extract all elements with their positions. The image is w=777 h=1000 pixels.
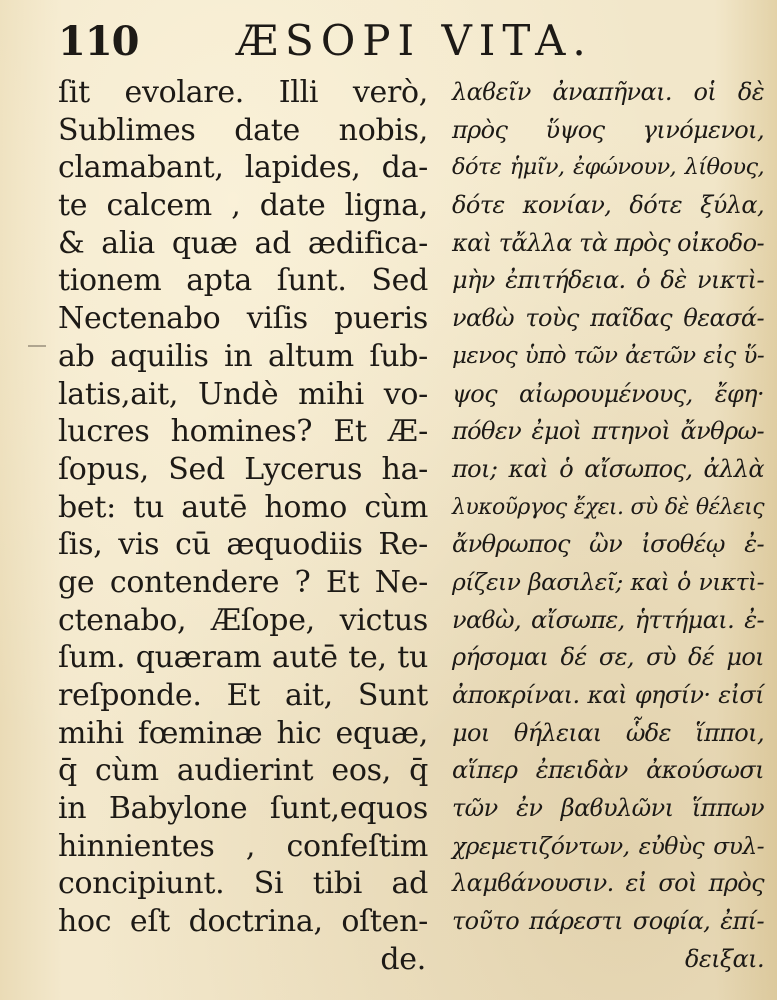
greek-line: μοι θήλειαι ὧδε ἵπποι, — [452, 718, 764, 747]
latin-line: ſum. quæram autē te, tu — [58, 640, 428, 676]
latin-line: ſis, vis cū æquodiis Re- — [58, 527, 428, 563]
latin-line: te calcem , date ligna, — [58, 188, 428, 224]
latin-line: Sublimes date nobis, — [58, 112, 428, 148]
greek-line: δειξαι. — [684, 944, 764, 973]
greek-line: λυκοῦργος ἔχει. σὺ δὲ θέλεις — [452, 494, 764, 520]
greek-line: ἄνθρωπος ὢν ἰσοθέῳ ἐ- — [452, 530, 764, 559]
page-number: 110 — [58, 18, 139, 65]
latin-line: ctenabo, Æſope, victus — [58, 602, 428, 638]
latin-line: tionem apta ſunt. Sed — [58, 263, 428, 299]
greek-line: δότε ἡμῖν, ἐφώνουν, λίθους, — [452, 154, 764, 181]
greek-line: μὴν ἐπιτήδεια. ὁ δὲ νικτὶ- — [452, 266, 764, 295]
latin-line: ge contendere ? Et Ne- — [58, 564, 428, 600]
greek-line: ἀποκρίναι. καὶ φησίν· εἰσί — [452, 681, 764, 709]
greek-line: αἵπερ ἐπειδὰν ἀκούσωσι — [452, 756, 764, 785]
greek-line: μενος ὑπὸ τῶν ἀετῶν εἰς ὕ- — [452, 342, 764, 369]
latin-line: & alia quæ ad ædifica- — [58, 225, 428, 261]
greek-line: λαϐεῖν ἀναπῆναι. οἱ δὲ — [452, 78, 764, 106]
greek-line: λαμϐάνουσιν. εἰ σοὶ πρὸς — [452, 869, 764, 898]
margin-mark — [28, 345, 46, 347]
greek-line: πρὸς ὕψος γινόμενοι, — [452, 115, 764, 144]
latin-line: clamabant, lapides, da- — [58, 150, 428, 186]
running-head: ÆSOPI VITA. — [236, 16, 593, 65]
latin-line: q̄ cùm audierint eos, q̄ — [58, 753, 428, 789]
latin-line: in Babylone ſunt,equos — [58, 791, 428, 827]
latin-line: ſopus, Sed Lycerus ha- — [58, 451, 428, 487]
greek-line: ναϐὼ τοὺς παῖδας θεασά- — [452, 304, 764, 333]
greek-text-column — [452, 74, 764, 979]
greek-line: πόθεν ἐμοὶ πτηνοὶ ἄνθρω- — [452, 417, 764, 446]
greek-line: ρήσομαι δέ σε, σὺ δέ μοι — [452, 643, 764, 672]
latin-line: de. — [380, 941, 426, 977]
greek-line: ποι; καὶ ὁ αἴσωπος, ἀλλὰ — [452, 454, 764, 483]
latin-line: concipiunt. Si tibi ad — [58, 866, 428, 902]
greek-line: ψος αἰωρουμένους, ἔφη· — [452, 379, 764, 408]
latin-line: mihi fœminæ hic equæ, — [58, 715, 428, 751]
latin-text-column — [58, 74, 428, 979]
latin-line: ab aquilis in altum ſub- — [58, 338, 428, 374]
latin-line: lucres homines? Et Æ- — [58, 414, 428, 450]
greek-line: ναϐὼ, αἴσωπε, ἡττήμαι. ἐ- — [452, 605, 764, 634]
latin-line: latis,ait, Undè mihi vo- — [58, 376, 428, 412]
latin-line: ſit evolare. Illi verò, — [58, 75, 428, 110]
page-header — [0, 14, 777, 66]
greek-line: τοῦτο πάρεστι σοφία, ἐπί- — [452, 907, 764, 936]
greek-line: καὶ τἄλλα τὰ πρὸς οἰκοδο- — [452, 228, 764, 257]
latin-line: hoc eſt doctrina, oſten- — [58, 904, 428, 940]
latin-line: hinnientes , confeſtim — [58, 828, 428, 864]
greek-line: δότε κονίαν, δότε ξύλα, — [452, 191, 764, 220]
latin-line: bet: tu autē homo cùm — [58, 489, 428, 525]
greek-line: χρεμετιζόντων, εὐθὺς συλ- — [452, 831, 764, 860]
latin-line: reſponde. Et ait, Sunt — [58, 678, 428, 713]
greek-line: τῶν ἐν βαϐυλῶνι ἵππων — [452, 794, 764, 823]
latin-line: Nectenabo viſis pueris — [58, 301, 428, 337]
greek-line: ρίζειν βασιλεῖ; καὶ ὁ νικτὶ- — [452, 567, 764, 596]
